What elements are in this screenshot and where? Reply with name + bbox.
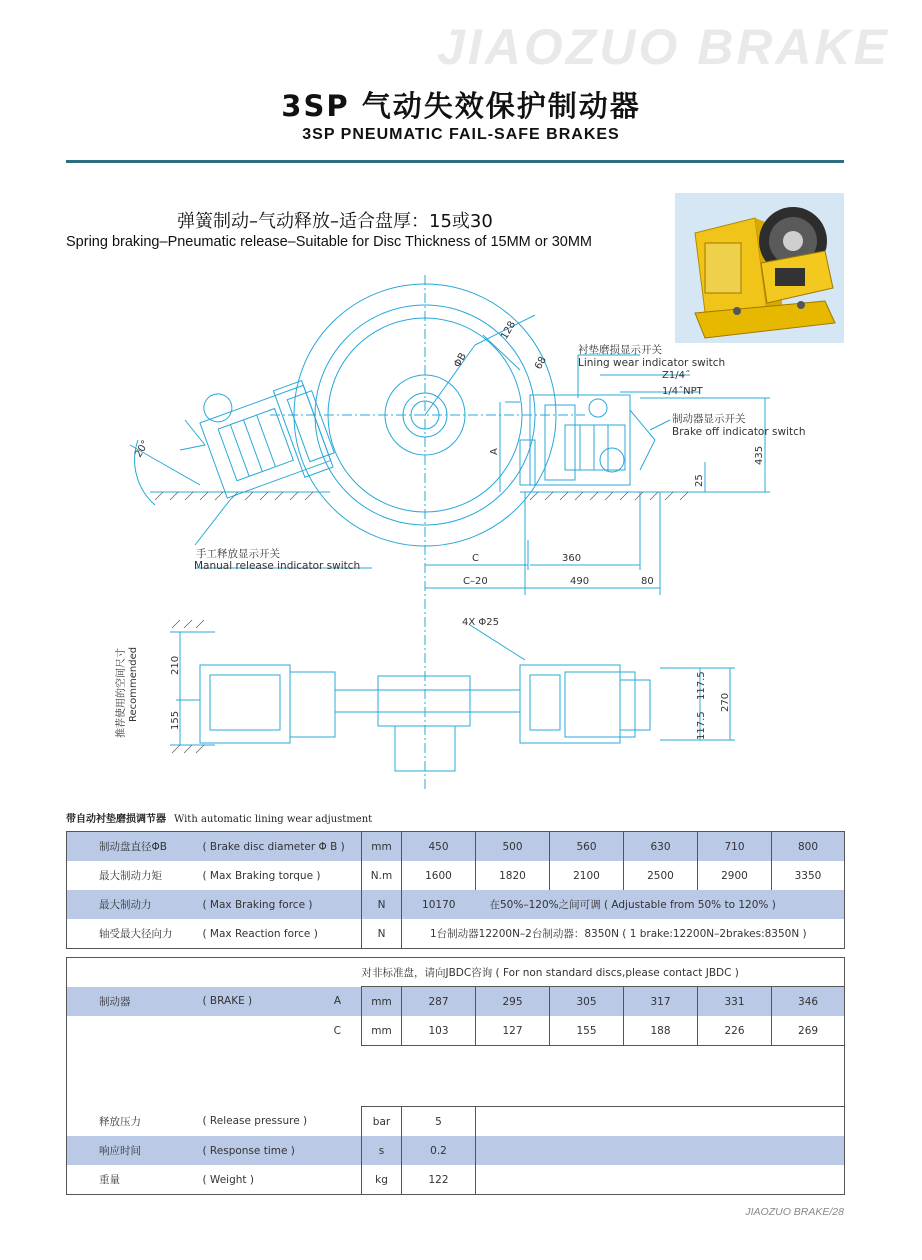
manual-release-label-en: Manual release indicator switch: [194, 560, 361, 572]
cell-value: 287: [402, 987, 476, 1017]
row-weight: [67, 1165, 845, 1195]
row-max-force: [67, 890, 845, 919]
cell-label-en: ( Max Braking force ): [191, 890, 362, 919]
cell-label-cn: 释放压力: [99, 1115, 141, 1128]
cell-value: 226: [698, 1016, 772, 1046]
dim-a-label: A: [489, 448, 500, 455]
cell-label-cn: 响应时间: [67, 1136, 191, 1165]
dim-80-label: 80: [641, 576, 654, 587]
cell-value: 127: [476, 1016, 550, 1046]
dim-c-label: C: [472, 553, 479, 564]
cell-value: 317: [624, 987, 698, 1017]
port-npt-label: 1/4˝NPT: [662, 386, 703, 397]
row-header-note: [67, 958, 845, 987]
cell-value: 331: [698, 987, 772, 1017]
cell-value: 188: [624, 1016, 698, 1046]
cell-unit: N.m: [362, 861, 402, 890]
dim-155-label: 155: [170, 710, 181, 730]
cell-value: 800: [772, 832, 845, 862]
row-brake-c: [67, 1016, 845, 1046]
cell-unit: N: [362, 919, 402, 949]
row-a-label: A: [333, 995, 341, 1008]
page-footer: JIAOZUO BRAKE/28: [745, 1206, 844, 1218]
cell-value: 2500: [624, 861, 698, 890]
dim-c20-label: C–20: [463, 576, 488, 587]
subtitle-cn: 弹簧制动–气动释放–适合盘厚：15或30: [177, 211, 493, 232]
dim-270-label: 270: [720, 692, 731, 712]
dim-490-label: 490: [570, 576, 590, 587]
cell-label-en: ( Response time ): [191, 1136, 362, 1165]
title-divider: [66, 160, 844, 163]
spec-table-1: [66, 831, 845, 949]
recommended-label-en: Recommended: [128, 646, 139, 722]
cell-value: 0.2: [402, 1136, 476, 1165]
cell-label-en: ( Release pressure ): [202, 1115, 308, 1128]
dim-210-label: 210: [170, 655, 181, 675]
cell-label-cn: 重量: [99, 1174, 120, 1186]
row-disc-diameter: [67, 832, 845, 862]
cell-label-cn: 轴受最大径向力: [99, 928, 173, 940]
cell-value: 295: [476, 987, 550, 1017]
technical-drawing: [0, 270, 922, 800]
cell-value: 269: [772, 1016, 845, 1046]
cell-label-en: ( Weight ): [202, 1173, 254, 1186]
cell-label-cn: 最大制动力矩: [99, 870, 162, 882]
row-release-pressure: [67, 1107, 845, 1137]
adjustment-note-en: With automatic lining wear adjustment: [174, 814, 373, 825]
page-title-cn: 3SP 气动失效保护制动器: [281, 89, 641, 123]
row-max-torque: [67, 861, 845, 890]
lining-wear-label-en: Lining wear indicator switch: [578, 357, 726, 369]
cell-value: 3350: [772, 861, 845, 890]
cell-unit: bar: [362, 1107, 402, 1137]
cell-value: 346: [772, 987, 845, 1017]
adjustment-note-cn: 带自动衬垫磨损调节器: [66, 814, 166, 825]
cell-label-en: [191, 987, 362, 1017]
cell-value: 2900: [698, 861, 772, 890]
subtitle-en: Spring braking–Pneumatic release–Suitable for Disc Thickness of 15MM or 30MM: [66, 234, 593, 250]
cell-value: 560: [550, 832, 624, 862]
row-brake-a: [67, 987, 845, 1017]
cell-value: 1600: [402, 861, 476, 890]
dim-117a-label: 117.5: [696, 671, 707, 700]
spec-table-2: [66, 957, 845, 1195]
cell-label-cn: 制动盘直径ΦB: [67, 832, 191, 862]
dim-25-label: 25: [694, 474, 705, 487]
cell-value: 305: [550, 987, 624, 1017]
dim-68-label: 68: [533, 354, 549, 372]
cell-label-en: ( Brake disc diameter Φ B ): [191, 832, 362, 862]
dim-360-label: 360: [562, 553, 582, 564]
cell-note: 1台制动器12200N–2台制动器：8350N ( 1 brake:12200N–2brakes:8350N ): [430, 928, 807, 940]
cell-value: 500: [476, 832, 550, 862]
brake-en-text: ( BRAKE ): [202, 995, 253, 1008]
brand-watermark: JIAOZUO BRAKE: [437, 19, 890, 75]
cell-value: 630: [624, 832, 698, 862]
dim-117b-label: 117.5: [696, 711, 707, 740]
dim-b-label: ΦB: [452, 351, 469, 370]
port-z-label: Z1/4˝: [662, 370, 690, 381]
brake-off-label-cn: 制动器显示开关: [672, 413, 746, 425]
row-c-label: C: [333, 1024, 341, 1037]
cell-value: 155: [550, 1016, 624, 1046]
cell-value: 103: [402, 1016, 476, 1046]
adjustment-note: [66, 810, 372, 825]
cell-label-en: ( Max Braking torque ): [202, 869, 321, 882]
cell-value: 2100: [550, 861, 624, 890]
cell-unit: s: [362, 1136, 402, 1165]
manual-release-label-cn: 手工释放显示开关: [196, 548, 280, 560]
brake-off-label-en: Brake off indicator switch: [672, 426, 806, 438]
cell-note: 在50%–120%之间可调 ( Adjustable from 50% to 120% ): [476, 890, 845, 919]
header-note: 对非标准盘，请向JBDC咨询 ( For non standard discs,please contact JBDC ): [361, 966, 739, 979]
lining-wear-label-cn: 衬垫磨损显示开关: [578, 344, 662, 356]
cell-value: 710: [698, 832, 772, 862]
cell-value: 5: [402, 1107, 476, 1137]
cell-label-cn: 制动器: [67, 987, 191, 1017]
dim-128-label: 128: [499, 319, 519, 342]
cell-label-cn: 最大制动力: [67, 890, 191, 919]
row-spacer: [67, 1046, 845, 1107]
row-reaction-force: [67, 919, 845, 949]
holes-label: 4X Φ25: [462, 617, 499, 628]
cell-unit: mm: [362, 987, 402, 1017]
page-title-en: 3SP PNEUMATIC FAIL-SAFE BRAKES: [302, 126, 620, 143]
dim-435-label: 435: [754, 445, 765, 465]
cell-value: 122: [402, 1165, 476, 1195]
angle-20-label: 20°: [133, 438, 152, 460]
cell-value: 10170: [402, 890, 476, 919]
cell-label-en: ( Max Reaction force ): [202, 927, 318, 940]
cell-value: 1820: [476, 861, 550, 890]
cell-unit: mm: [362, 1016, 402, 1046]
recommended-label-cn: 推荐使用的空间尺寸: [116, 648, 127, 738]
cell-value: 450: [402, 832, 476, 862]
cell-unit: kg: [362, 1165, 402, 1195]
cell-unit: mm: [362, 832, 402, 862]
cell-unit: N: [362, 890, 402, 919]
row-response-time: [67, 1136, 845, 1165]
